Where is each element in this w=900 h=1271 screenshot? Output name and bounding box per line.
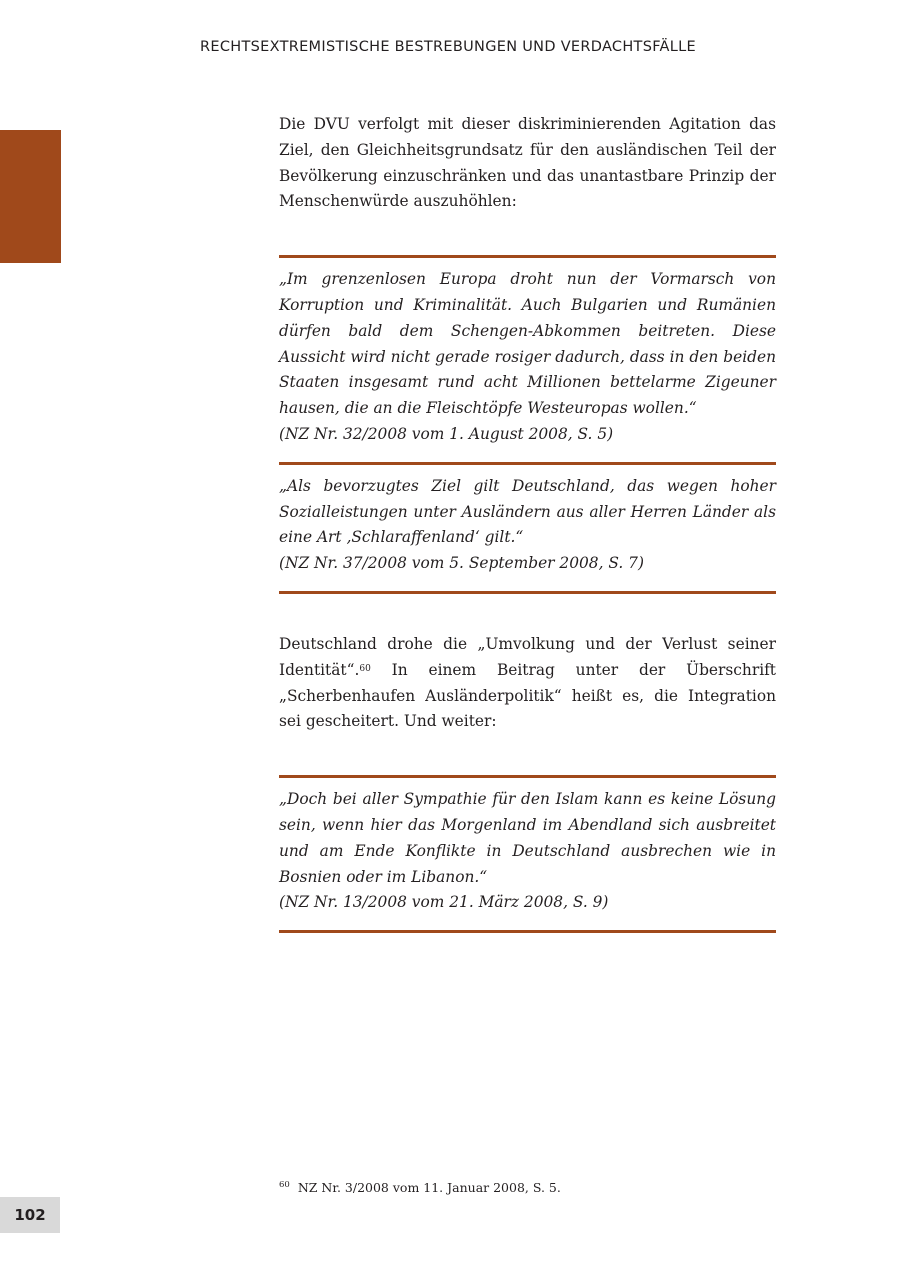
main-content	[279, 112, 776, 933]
quote-item	[279, 258, 776, 462]
quote-source: (NZ Nr. 37/2008 vom 5. September 2008, S. 7)	[279, 554, 644, 573]
middle-text-part: Deutschland drohe die „Umvolkung und der Verlust seiner Identität“.	[279, 634, 776, 679]
intro-paragraph: Die DVU verfolgt mit dieser diskriminierenden Agitation das Ziel, den Gleichheitsgrundsatz für den ausländischen Teil der Bevölkerung einzuschränken und das unantastbare Prinzip der Menschenwürde auszuhöhlen:	[279, 115, 776, 211]
footnote-number: 60	[279, 1180, 290, 1190]
footnote	[279, 1180, 561, 1195]
quote-block	[279, 255, 776, 594]
middle-paragraph	[279, 632, 776, 735]
quote-item	[279, 778, 776, 930]
quote-text: „Im grenzenlosen Europa droht nun der Vormarsch von Korruption und Kriminalität. Auch Bulgarien und Rumänien dürfen bald dem Schengen-Abkommen beitreten. Diese Aussicht wird nicht gerade rosiger dadurch, dass in den beiden Staaten insgesamt rund acht Millionen bettelarme Zigeuner hausen, die an die Fleischtöpfe Westeuropas wollen.“	[279, 270, 776, 418]
quote-item	[279, 462, 776, 591]
quote-text: „Als bevorzugtes Ziel gilt Deutschland, das wegen hoher Sozialleistungen unter Ausländern aus aller Herren Länder als eine Art ‚Schlaraffenland‘ gilt.“	[279, 476, 776, 547]
quote-block	[279, 775, 776, 933]
running-header: RECHTSEXTREMISTISCHE BESTREBUNGEN UND VERDACHTSFÄLLE	[200, 39, 696, 55]
footnote-text: NZ Nr. 3/2008 vom 11. Januar 2008, S. 5.	[297, 1180, 561, 1195]
page-number: 102	[0, 1197, 60, 1233]
quote-source: (NZ Nr. 32/2008 vom 1. August 2008, S. 5)	[279, 424, 614, 443]
middle-text-part: In einem Beitrag unter der Überschrift „Scherbenhaufen Ausländerpolitik“ heißt es, die Integration sei gescheitert. Und weiter:	[279, 660, 776, 731]
chapter-tab-marker	[0, 130, 61, 263]
footnote-reference[interactable]: 60	[359, 663, 371, 674]
quote-source: (NZ Nr. 13/2008 vom 21. März 2008, S. 9)	[279, 893, 609, 912]
quote-text: „Doch bei aller Sympathie für den Islam kann es keine Lösung sein, wenn hier das Morgenland im Abendland sich ausbreitet und am Ende Konflikte in Deutschland ausbrechen wie in Bosnien oder im Libanon.“	[279, 790, 776, 886]
